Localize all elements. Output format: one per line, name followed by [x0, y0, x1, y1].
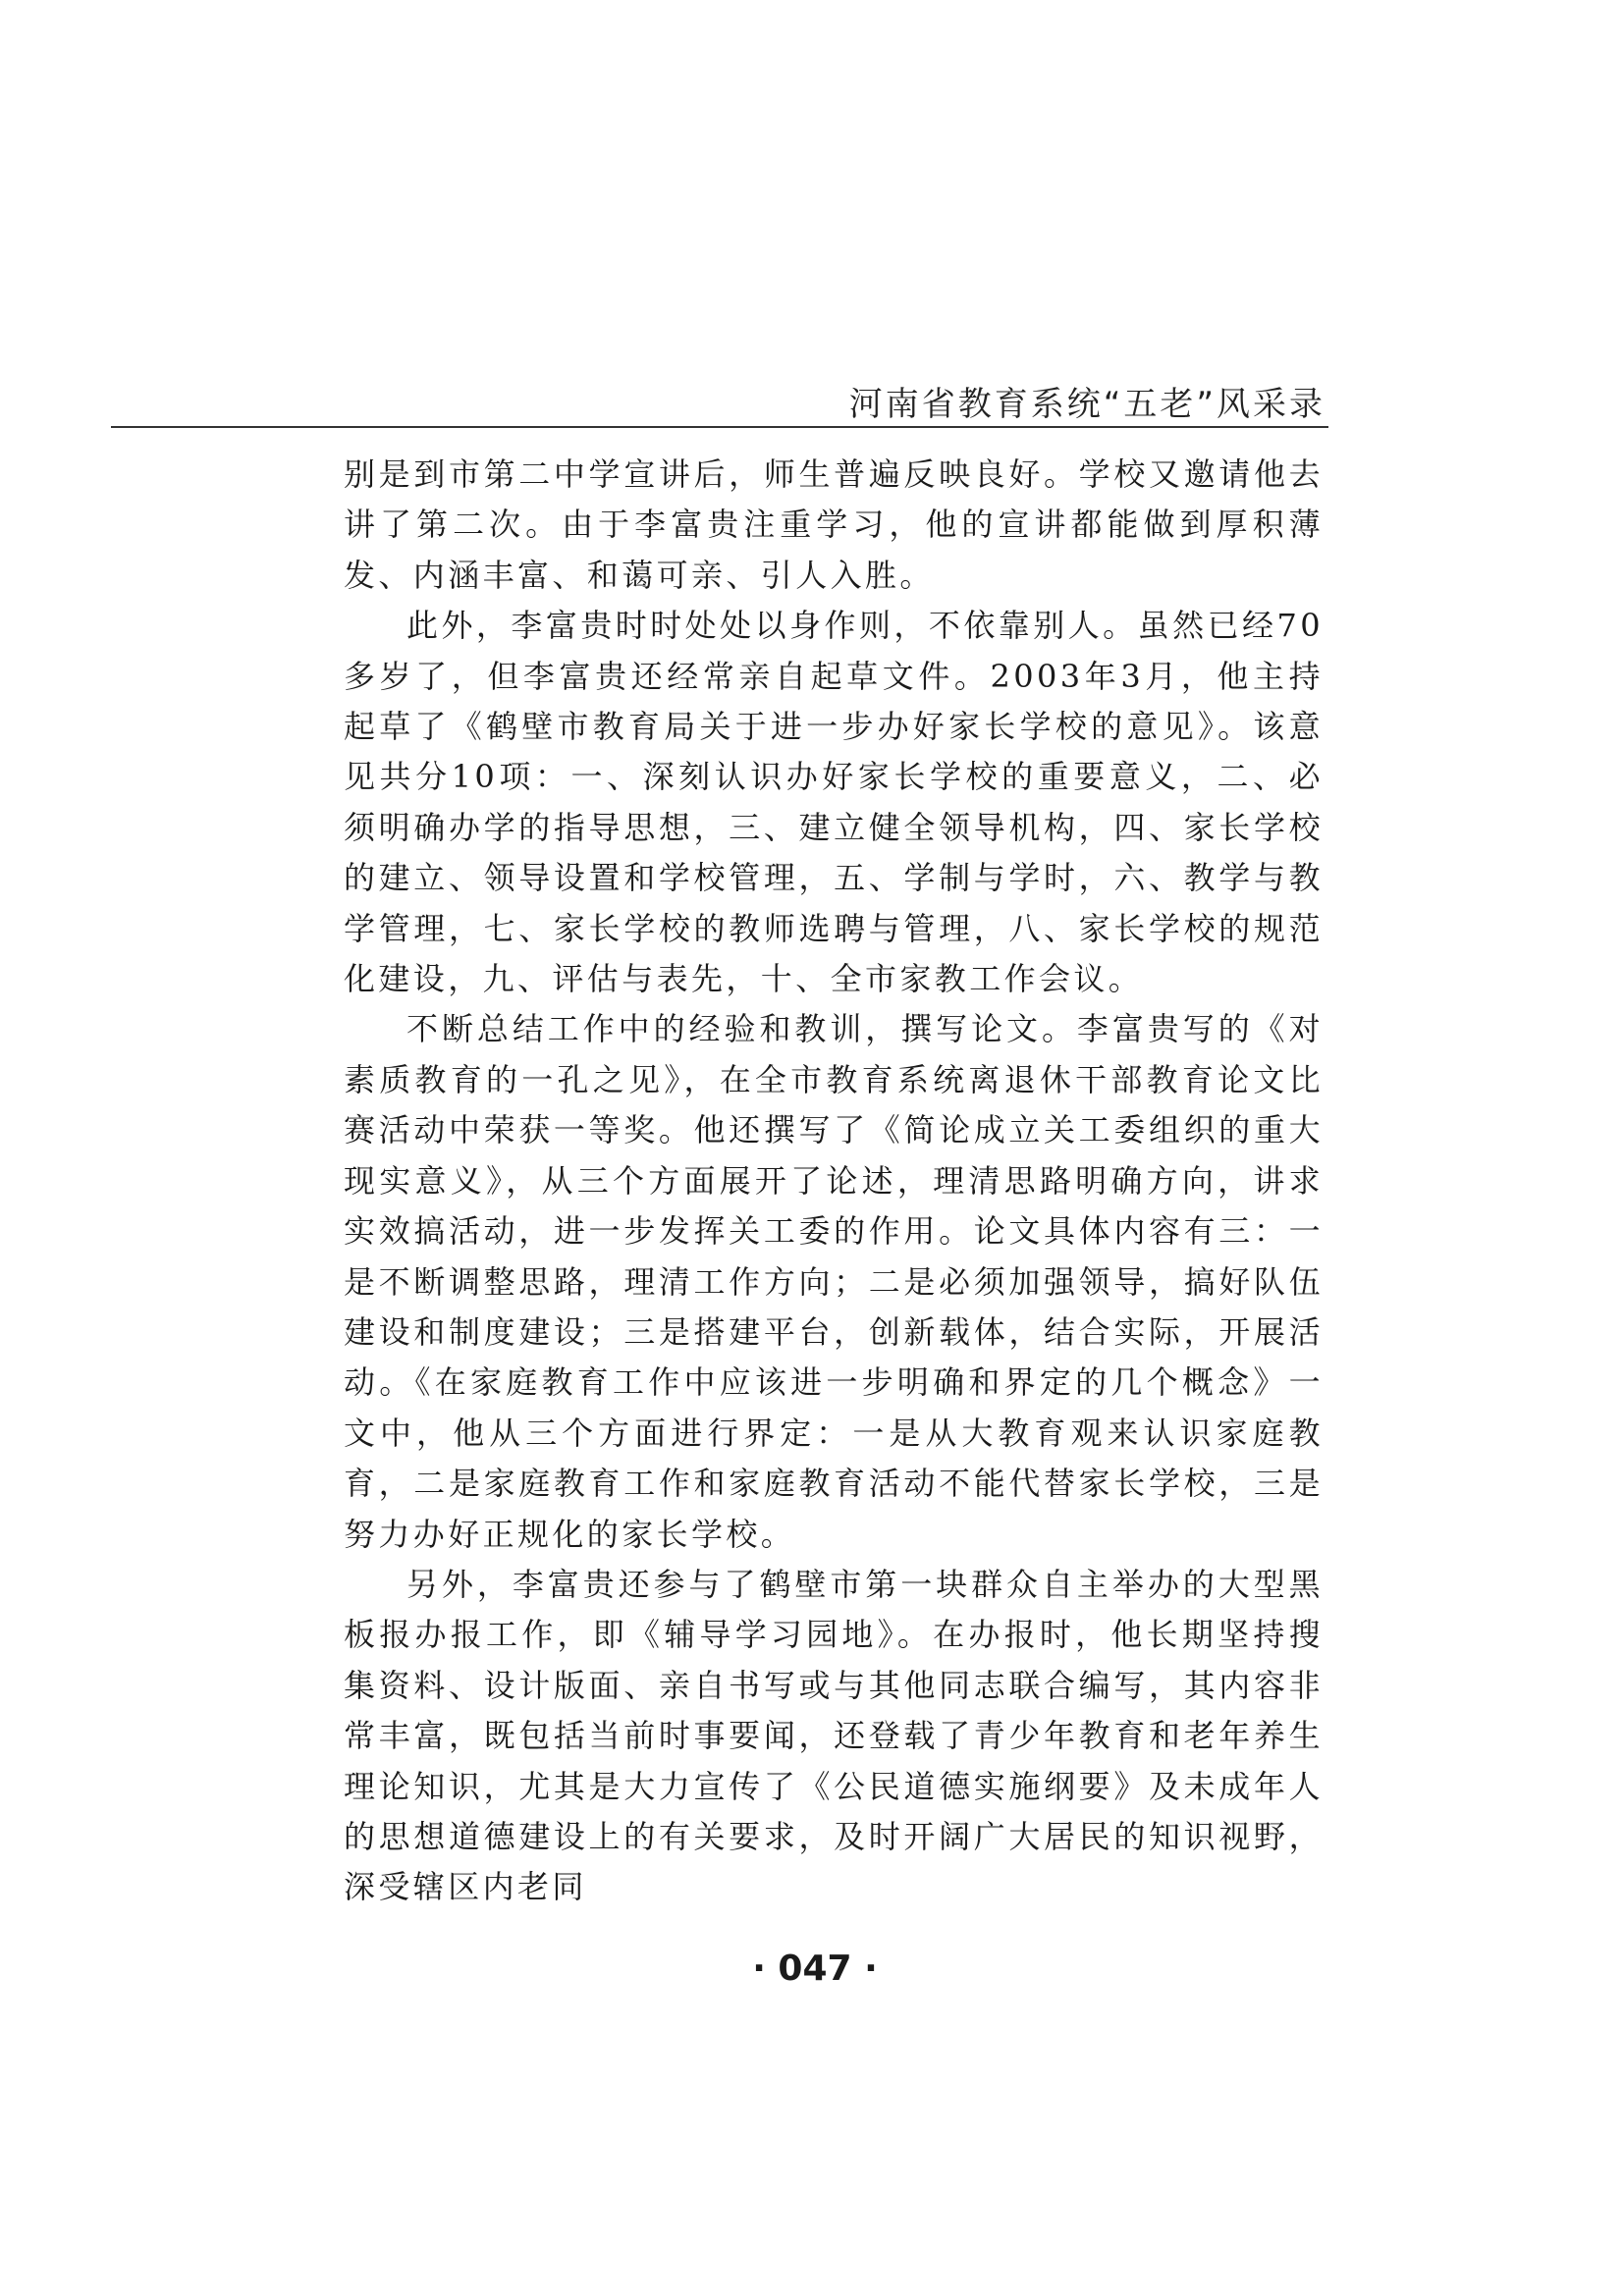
- page-number: · 047 ·: [752, 1949, 878, 1989]
- header-rule: [111, 426, 1328, 428]
- paragraph-1: 别是到市第二中学宣讲后，师生普遍反映良好。学校又邀请他去讲了第二次。由于李富贵注重学习，他的宣讲都能做到厚积薄发、内涵丰富、和蔼可亲、引人入胜。: [344, 455, 1324, 594]
- paragraph-2: 此外，李富贵时时处处以身作则，不依靠别人。虽然已经70多岁了，但李富贵还经常亲自起草文件。2003年3月，他主持起草了《鹤壁市教育局关于进一步办好家长学校的意见》。该意见共分10项：一、深刻认识办好家长学校的重要意义，二、必须明确办学的指导思想，三、建立健全领导机构，四、家长学校的建立、领导设置和学校管理，五、学制与学时，六、教学与教学管理，七、家长学校的教师选聘与管理，八、家长学校的规范化建设，九、评估与表先，十、全市家教工作会议。: [344, 607, 1324, 998]
- running-header-title: 河南省教育系统“五老”风采录: [848, 385, 1325, 424]
- paragraph-3: 不断总结工作中的经验和教训，撰写论文。李富贵写的《对素质教育的一孔之见》，在全市教育系统离退休干部教育论文比赛活动中荣获一等奖。他还撰写了《简论成立关工委组织的重大现实意义》，从三个方面展开了论述，理清思路明确方向，讲求实效搞活动，进一步发挥关工委的作用。论文具体内容有三：一是不断调整思路，理清工作方向；二是必须加强领导，搞好队伍建设和制度建设；三是搭建平台，创新载体，结合实际，开展活动。《在家庭教育工作中应该进一步明确和界定的几个概念》一文中，他从三个方面进行界定：一是从大教育观来认识家庭教育，二是家庭教育工作和家庭教育活动不能代替家长学校，三是努力办好正规化的家长学校。: [344, 1010, 1324, 1553]
- body-text: [344, 450, 1324, 1913]
- paragraph-4: 另外，李富贵还参与了鹤壁市第一块群众自主举办的大型黑板报办报工作，即《辅导学习园地》。在办报时，他长期坚持搜集资料、设计版面、亲自书写或与其他同志联合编写，其内容非常丰富，既包括当前时事要闻，还登载了青少年教育和老年养生理论知识，尤其是大力宣传了《公民道德实施纲要》及未成年人的思想道德建设上的有关要求，及时开阔广大居民的知识视野，深受辖区内老同: [344, 1565, 1324, 1906]
